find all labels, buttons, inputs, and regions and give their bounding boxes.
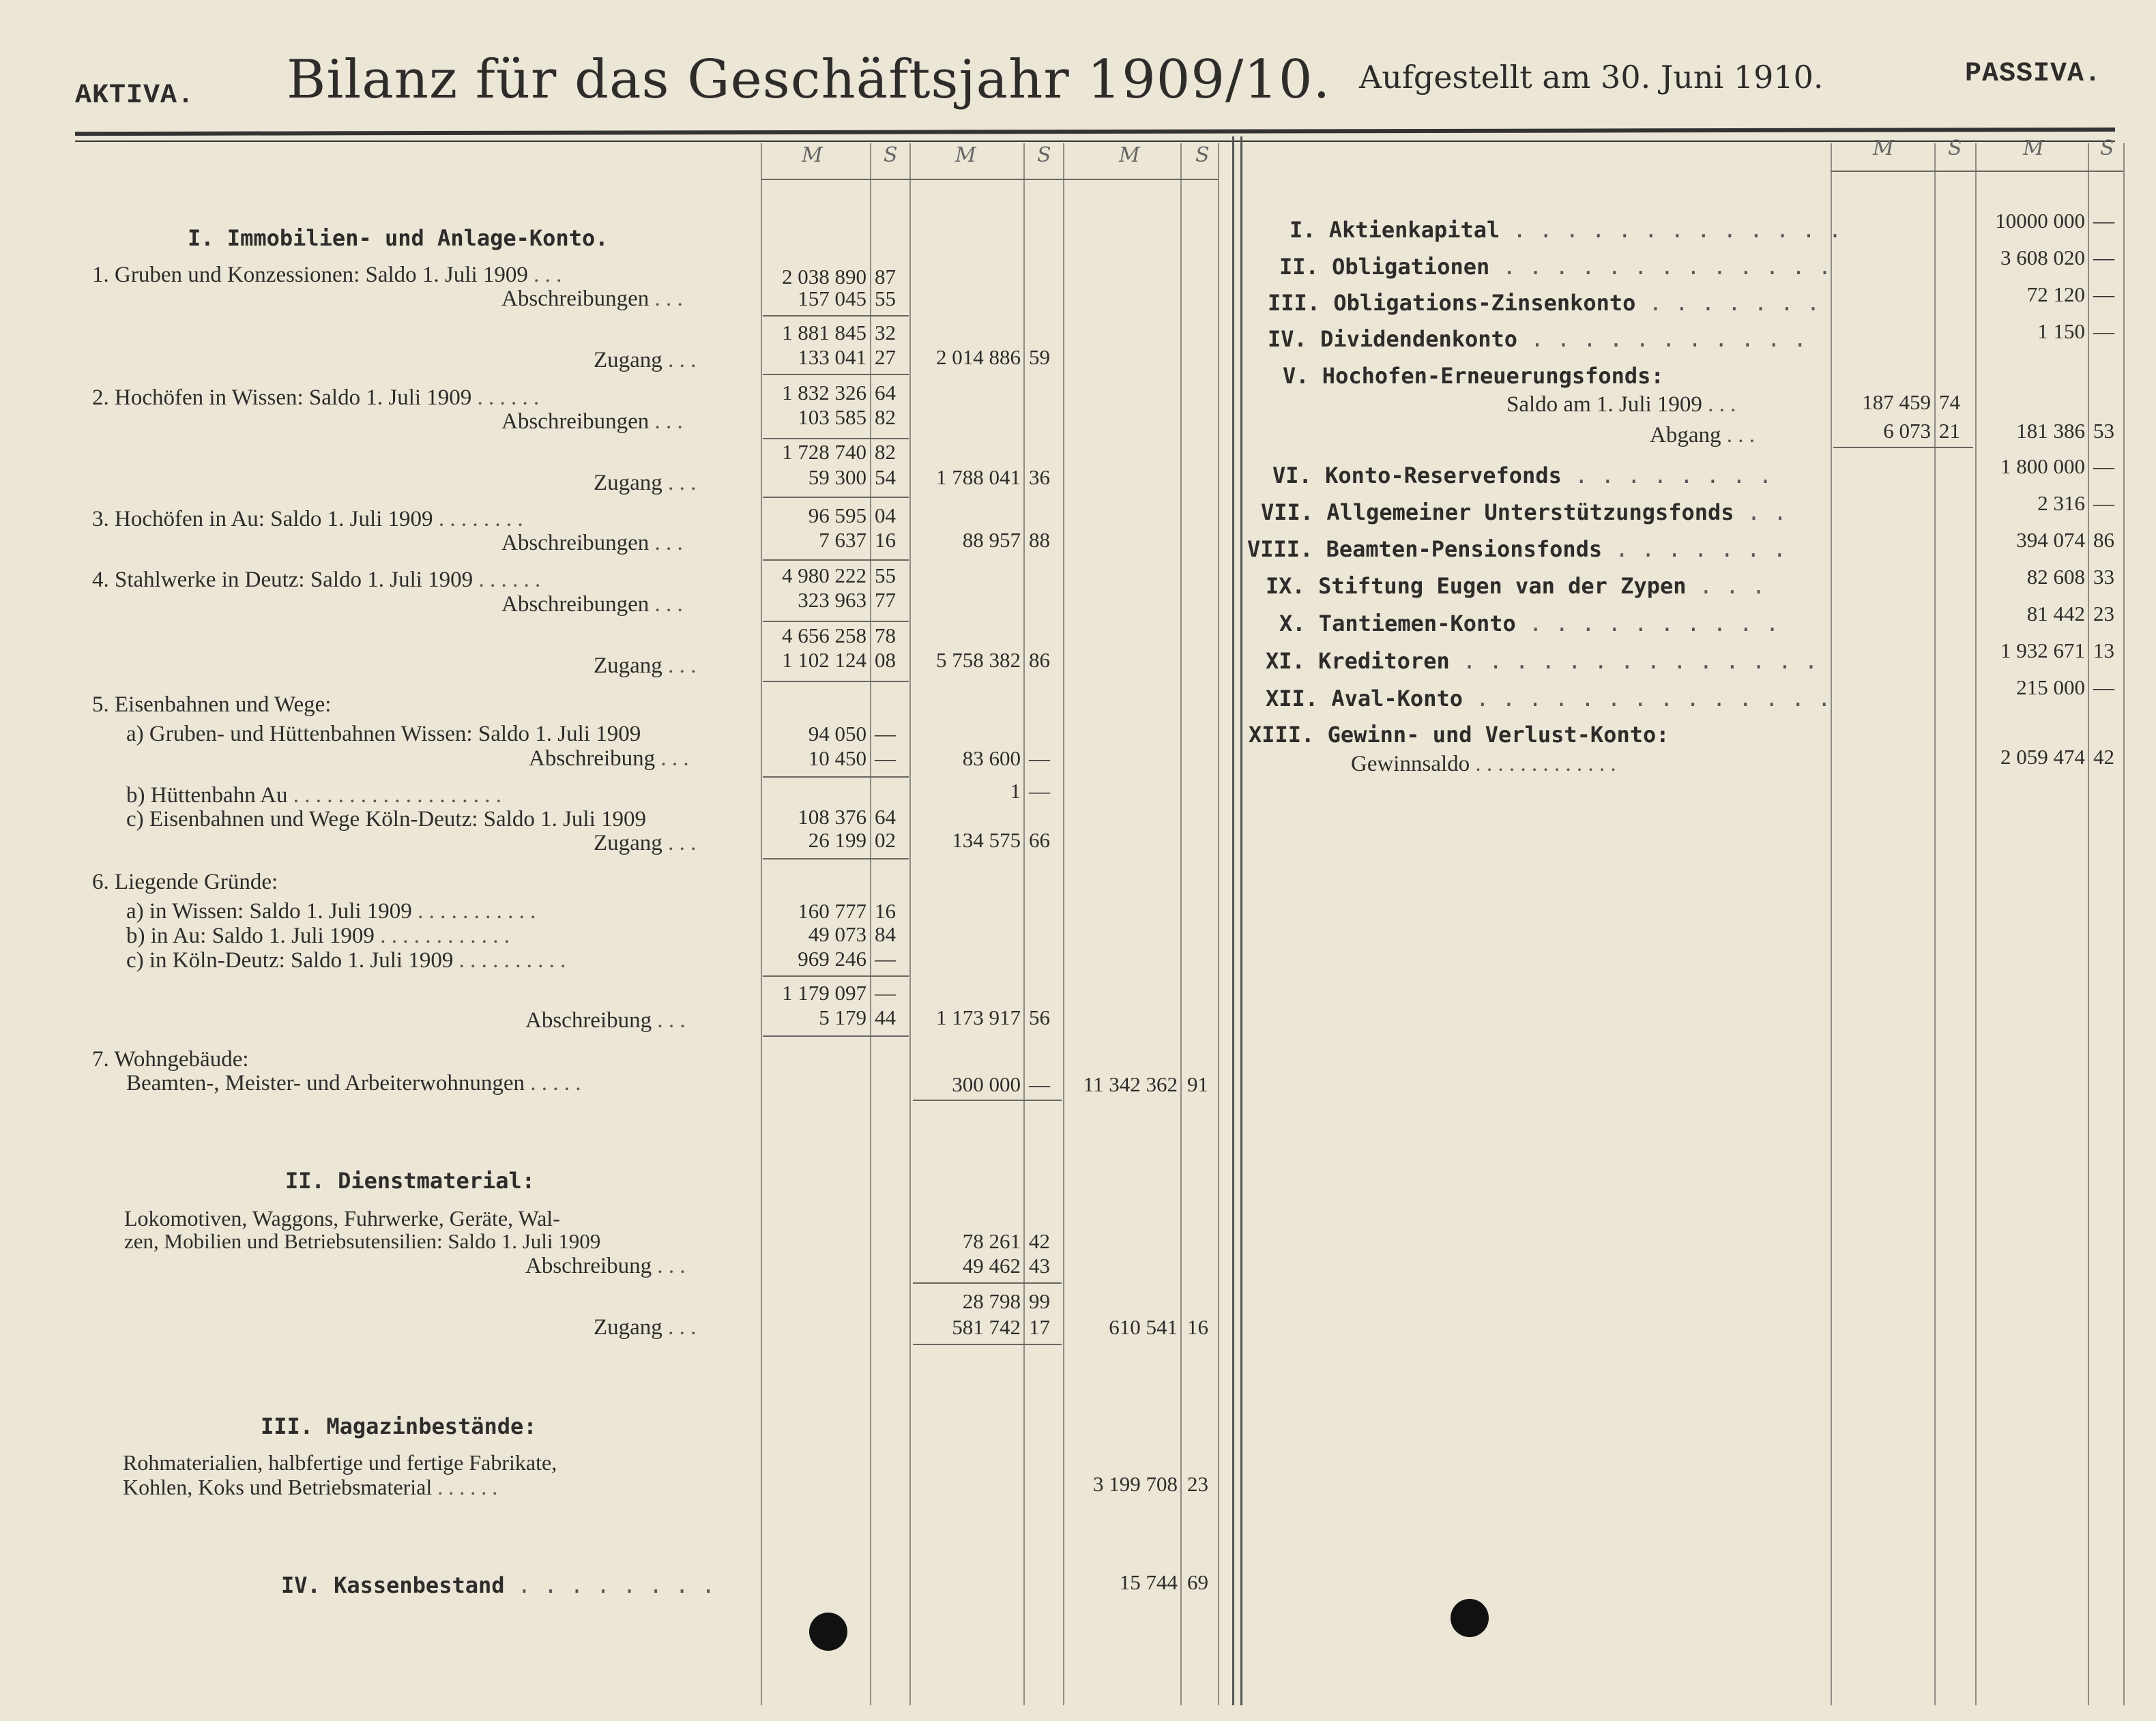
punch-hole: [809, 1613, 847, 1651]
amount-cell: 4 980 222: [782, 563, 866, 587]
passiva-item: Abgang . . .: [1650, 423, 1755, 447]
amount-cell: 66: [1029, 828, 1050, 852]
amount-cell: 108 376: [798, 805, 866, 829]
row-label: c) in Köln-Deutz: Saldo 1. Juli 1909 . . . . . . . . . .: [126, 948, 566, 973]
subtotal-rule: [763, 315, 909, 317]
section-heading: II. Dienstmaterial:: [285, 1168, 536, 1194]
amount-cell: 23: [1187, 1472, 1208, 1496]
amount-cell: 28 798: [962, 1289, 1021, 1313]
amount-cell: 36: [1029, 465, 1050, 489]
amount-cell: 56: [1029, 1005, 1050, 1029]
amount-cell: 1 150: [2037, 319, 2085, 343]
amount-cell: 42: [1029, 1229, 1050, 1253]
subtotal-rule: [763, 1035, 909, 1037]
mark-symbol: M: [2023, 136, 2044, 160]
subtotal-rule: [763, 776, 909, 778]
subtotal-rule: [763, 858, 909, 859]
row-label: Lokomotiven, Waggons, Fuhrwerke, Geräte, Wal-: [124, 1206, 560, 1231]
passiva-item: III. Obligations-Zinsenkonto . . . . . . .: [1268, 290, 1820, 316]
col-line: [1180, 143, 1182, 1705]
amount-cell: 187 459: [1862, 390, 1931, 414]
amount-cell: 2 316: [2037, 491, 2085, 515]
section-heading: IV. Kassenbestand . . . . . . . .: [281, 1572, 715, 1598]
amount-cell: 27: [875, 345, 896, 369]
row-label: Abschreibungen . . .: [501, 286, 683, 311]
amount-cell: 64: [875, 805, 896, 829]
amount-cell: 82 608: [2026, 565, 2085, 589]
subtotal-rule: [1833, 447, 1973, 448]
header-rule: [75, 128, 2115, 136]
amount-cell: 59 300: [808, 465, 866, 489]
amount-cell: 969 246: [798, 947, 866, 971]
amount-cell: 16: [875, 528, 896, 552]
row-label: b) Hüttenbahn Au . . . . . . . . . . . . . . . . . . .: [126, 783, 501, 808]
passiva-item: Gewinnsaldo . . . . . . . . . . . . .: [1351, 752, 1616, 776]
col-line: [1934, 143, 1936, 1705]
amount-cell: —: [2093, 319, 2114, 343]
amount-cell: 26 199: [808, 828, 866, 852]
amount-cell: 88: [1029, 528, 1050, 552]
amount-cell: 300 000: [952, 1072, 1021, 1096]
subtotal-rule: [913, 1344, 1062, 1345]
amount-cell: 4 656 258: [782, 623, 866, 647]
row-label: 1. Gruben und Konzessionen: Saldo 1. Juli 1909 . . .: [92, 263, 562, 287]
subtotal-rule: [763, 621, 909, 622]
passiva-item: VI. Konto-Reservefonds . . . . . . . .: [1272, 462, 1773, 488]
col-line: [1063, 143, 1064, 1705]
amount-cell: 64: [875, 381, 896, 404]
amount-cell: 32: [875, 321, 896, 344]
amount-cell: 91: [1187, 1072, 1208, 1096]
page-subtitle: Aufgestellt am 30. Juni 1910.: [1359, 59, 1824, 95]
passiva-item: X. Tantiemen-Konto . . . . . . . . . .: [1279, 611, 1779, 636]
amount-cell: 134 575: [952, 828, 1021, 852]
mark-symbol: M: [802, 143, 823, 167]
row-label: Abschreibungen . . .: [501, 409, 683, 434]
amount-cell: 77: [875, 588, 896, 612]
amount-cell: 5 758 382: [936, 648, 1021, 672]
amount-cell: 5 179: [819, 1005, 866, 1029]
amount-cell: 43: [1029, 1254, 1050, 1278]
amount-cell: 1 881 845: [782, 321, 866, 344]
amount-cell: 78: [875, 623, 896, 647]
row-label: 4. Stahlwerke in Deutz: Saldo 1. Juli 1909 . . . . . .: [92, 568, 541, 592]
amount-cell: 7 637: [819, 528, 866, 552]
row-label: Zugang . . .: [594, 471, 697, 495]
amount-cell: 215 000: [2016, 675, 2085, 699]
passiva-item: XIII. Gewinn- und Verlust-Konto:: [1249, 722, 1670, 748]
amount-cell: 1 832 326: [782, 381, 866, 404]
pf-symbol: S: [2100, 136, 2114, 160]
subtotal-rule: [763, 975, 909, 977]
amount-cell: —: [1029, 1072, 1050, 1096]
amount-cell: 181 386: [2016, 419, 2085, 443]
row-label: 6. Liegende Gründe:: [92, 870, 278, 894]
mark-symbol: M: [1873, 136, 1894, 160]
passiva-item: Saldo am 1. Juli 1909 . . .: [1506, 392, 1736, 417]
section-heading: I. Immobilien- und Anlage-Konto.: [188, 225, 609, 251]
row-label: Zugang . . .: [594, 1315, 697, 1340]
pf-symbol: S: [1948, 136, 1962, 160]
amount-cell: 1: [1010, 779, 1021, 803]
passiva-item: I. Aktienkapital . . . . . . . . . . . . .: [1290, 217, 1842, 243]
amount-cell: 33: [2093, 565, 2114, 589]
subtotal-rule: [763, 681, 909, 682]
subtotal-rule: [913, 1100, 1062, 1101]
row-label: a) in Wissen: Saldo 1. Juli 1909 . . . . . . . . . . .: [126, 899, 536, 924]
amount-cell: 103 585: [798, 405, 866, 429]
amount-cell: 13: [2093, 638, 2114, 662]
row-label: c) Eisenbahnen und Wege Köln-Deutz: Saldo 1. Juli 1909: [126, 807, 646, 832]
passiva-item: VII. Allgemeiner Unterstützungsfonds . .: [1261, 499, 1787, 525]
amount-cell: 49 073: [808, 922, 866, 946]
amount-cell: —: [875, 981, 896, 1005]
amount-cell: 1 102 124: [782, 648, 866, 672]
amount-cell: 81 442: [2026, 602, 2085, 626]
passiva-item: IV. Dividendenkonto . . . . . . . . . . .: [1268, 326, 1807, 352]
amount-cell: 160 777: [798, 899, 866, 923]
col-line: [909, 143, 911, 1705]
amount-cell: 3 608 020: [2000, 246, 2085, 269]
subtotal-rule: [763, 438, 909, 439]
amount-cell: 86: [1029, 648, 1050, 672]
pf-symbol: S: [1195, 143, 1210, 167]
passiva-item: XI. Kreditoren . . . . . . . . . . . . . .: [1266, 648, 1818, 674]
amount-cell: 53: [2093, 419, 2114, 443]
row-label: Abschreibungen . . .: [501, 531, 683, 555]
amount-cell: 69: [1187, 1570, 1208, 1594]
amount-cell: 99: [1029, 1289, 1050, 1313]
amount-cell: 394 074: [2016, 528, 2085, 552]
header-rule-thin: [75, 141, 2115, 142]
amount-cell: —: [1029, 779, 1050, 803]
amount-cell: 1 728 740: [782, 440, 866, 464]
amount-cell: —: [875, 947, 896, 971]
row-label: a) Gruben- und Hüttenbahnen Wissen: Saldo 1. Juli 1909: [126, 722, 641, 746]
amount-cell: 82: [875, 440, 896, 464]
pf-symbol: S: [1037, 143, 1051, 167]
row-label: Abschreibung . . .: [529, 746, 689, 771]
row-label: Zugang . . .: [594, 831, 697, 855]
col-line: [870, 143, 871, 1705]
currency-rule: [1831, 171, 2123, 172]
amount-cell: 78 261: [962, 1229, 1021, 1253]
col-line: [761, 143, 762, 1705]
subtotal-rule: [763, 374, 909, 375]
amount-cell: 1 788 041: [936, 465, 1021, 489]
amount-cell: 2 014 886: [936, 345, 1021, 369]
amount-cell: —: [875, 746, 896, 770]
row-label: zen, Mobilien und Betriebsutensilien: Saldo 1. Juli 1909: [124, 1229, 601, 1253]
amount-cell: 21: [1939, 419, 1960, 443]
amount-cell: 11 342 362: [1083, 1072, 1178, 1096]
row-label: 7. Wohngebäude:: [92, 1047, 249, 1072]
amount-cell: 581 742: [952, 1315, 1021, 1339]
center-divider: [1232, 136, 1234, 1705]
amount-cell: 02: [875, 828, 896, 852]
amount-cell: 08: [875, 648, 896, 672]
amount-cell: 55: [875, 286, 896, 310]
col-line: [1831, 143, 1832, 1705]
amount-cell: —: [1029, 746, 1050, 770]
pf-symbol: S: [884, 143, 898, 167]
mark-symbol: M: [955, 143, 976, 167]
passiva-item: V. Hochofen-Erneuerungsfonds:: [1283, 363, 1664, 389]
amount-cell: —: [2093, 675, 2114, 699]
center-divider: [1240, 136, 1242, 1705]
amount-cell: 42: [2093, 745, 2114, 769]
amount-cell: 82: [875, 405, 896, 429]
amount-cell: 23: [2093, 602, 2114, 626]
currency-rule: [761, 179, 1218, 180]
amount-cell: 2 038 890: [782, 265, 866, 289]
amount-cell: 04: [875, 503, 896, 527]
amount-cell: 10000 000: [1995, 209, 2085, 233]
amount-cell: 49 462: [962, 1254, 1021, 1278]
amount-cell: —: [2093, 246, 2114, 269]
amount-cell: 323 963: [798, 588, 866, 612]
mark-symbol: M: [1119, 143, 1140, 167]
amount-cell: 83 600: [962, 746, 1021, 770]
row-label: 2. Hochöfen in Wissen: Saldo 1. Juli 1909 . . . . . .: [92, 385, 540, 410]
amount-cell: —: [2093, 282, 2114, 306]
punch-hole: [1451, 1599, 1489, 1637]
passiva-item: VIII. Beamten-Pensionsfonds . . . . . . .: [1247, 536, 1786, 562]
amount-cell: 10 450: [808, 746, 866, 770]
amount-cell: 16: [1187, 1315, 1208, 1339]
amount-cell: —: [2093, 454, 2114, 478]
amount-cell: —: [2093, 209, 2114, 233]
col-line: [1975, 143, 1977, 1705]
amount-cell: 54: [875, 465, 896, 489]
amount-cell: 86: [2093, 528, 2114, 552]
amount-cell: 3 199 708: [1093, 1472, 1178, 1496]
subtotal-rule: [913, 1282, 1062, 1284]
passiva-item: II. Obligationen . . . . . . . . . . . . .: [1279, 254, 1832, 280]
row-label: Rohmaterialien, halbfertige und fertige Fabrikate,: [123, 1450, 557, 1475]
amount-cell: 44: [875, 1005, 896, 1029]
amount-cell: 15 744: [1119, 1570, 1178, 1594]
amount-cell: 1 932 671: [2000, 638, 2085, 662]
amount-cell: 74: [1939, 390, 1960, 414]
amount-cell: —: [2093, 491, 2114, 515]
amount-cell: 1 179 097: [782, 981, 866, 1005]
row-label: Abschreibung . . .: [525, 1008, 686, 1033]
amount-cell: 87: [875, 265, 896, 289]
row-label: Kohlen, Koks und Betriebsmaterial . . . . . .: [123, 1475, 498, 1499]
subtotal-rule: [763, 559, 909, 561]
amount-cell: 59: [1029, 345, 1050, 369]
amount-cell: 17: [1029, 1315, 1050, 1339]
aktiva-label: AKTIVA.: [75, 80, 195, 111]
row-label: Abschreibungen . . .: [501, 592, 683, 617]
subtotal-rule: [763, 497, 909, 498]
amount-cell: 610 541: [1109, 1315, 1178, 1339]
row-label: Beamten-, Meister- und Arbeiterwohnungen . . . . .: [126, 1071, 581, 1095]
page-title: Bilanz für das Geschäftsjahr 1909/10.: [287, 49, 1331, 111]
amount-cell: 6 073: [1883, 419, 1931, 443]
amount-cell: 55: [875, 563, 896, 587]
amount-cell: 157 045: [798, 286, 866, 310]
amount-cell: 16: [875, 899, 896, 923]
passiva-label: PASSIVA.: [1965, 59, 2102, 89]
col-line: [2088, 143, 2089, 1705]
row-label: Abschreibung . . .: [525, 1254, 686, 1278]
col-line: [2123, 143, 2125, 1705]
amount-cell: 94 050: [808, 722, 866, 746]
row-label: 3. Hochöfen in Au: Saldo 1. Juli 1909 . . . . . . . .: [92, 507, 523, 531]
row-label: 5. Eisenbahnen und Wege:: [92, 692, 332, 717]
section-heading: III. Magazinbestände:: [261, 1413, 537, 1439]
row-label: Zugang . . .: [594, 653, 697, 678]
row-label: Zugang . . .: [594, 348, 697, 372]
amount-cell: 133 041: [798, 345, 866, 369]
amount-cell: 72 120: [2026, 282, 2085, 306]
col-line: [1023, 143, 1025, 1705]
passiva-item: XII. Aval-Konto . . . . . . . . . . . . . .: [1266, 686, 1831, 711]
amount-cell: 88 957: [962, 528, 1021, 552]
amount-cell: 1 173 917: [936, 1005, 1021, 1029]
amount-cell: 96 595: [808, 503, 866, 527]
row-label: b) in Au: Saldo 1. Juli 1909 . . . . . . . . . . . .: [126, 924, 510, 948]
passiva-item: IX. Stiftung Eugen van der Zypen . . .: [1266, 573, 1766, 599]
col-line: [1218, 143, 1219, 1705]
amount-cell: 1 800 000: [2000, 454, 2085, 478]
amount-cell: 2 059 474: [2000, 745, 2085, 769]
amount-cell: —: [875, 722, 896, 746]
amount-cell: 84: [875, 922, 896, 946]
